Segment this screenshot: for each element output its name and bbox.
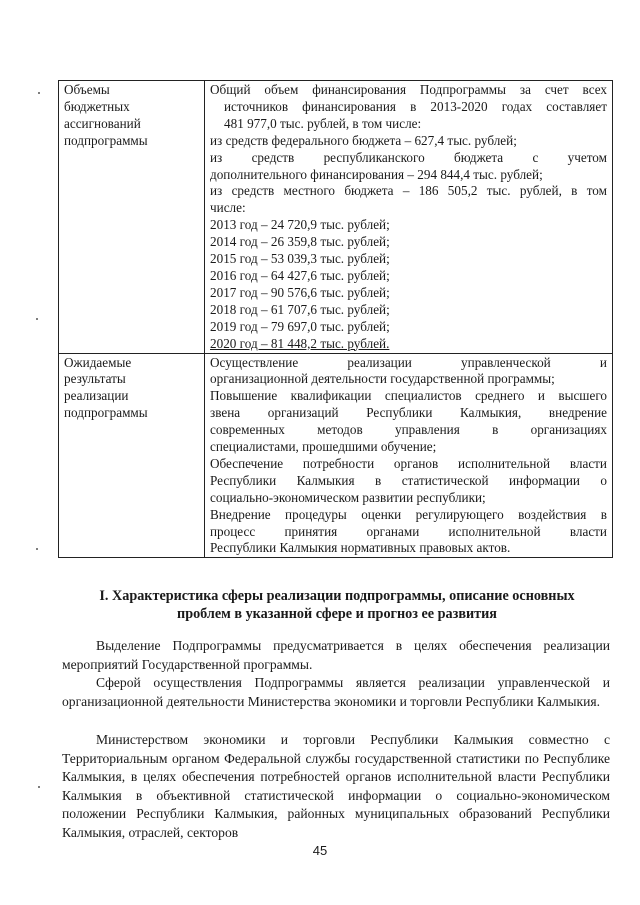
content-line: организационной деятельности государственной программы; xyxy=(210,371,555,387)
label-line: ассигнований xyxy=(64,115,141,131)
content-line: процесс принятия органами исполнительной власти xyxy=(210,523,607,539)
content-line: 2018 год – 61 707,6 тыс. рублей; xyxy=(210,301,390,317)
passport-table xyxy=(58,80,613,558)
paragraph: Выделение Подпрограммы предусматривается в целях обеспечения реализации мероприятий Государственной программы. xyxy=(62,638,610,672)
content-line: из средств республиканского бюджета с учетом xyxy=(210,149,607,165)
content-line: Республики Калмыкия нормативных правовых актов. xyxy=(210,540,511,556)
content-line: из средств местного бюджета – 186 505,2 тыс. рублей, в том xyxy=(210,183,607,199)
label-line: Ожидаемые xyxy=(64,354,132,370)
content-line: Республики Калмыкия в статистической информации о xyxy=(210,472,607,488)
label-line: реализации xyxy=(64,388,129,404)
scan-speck xyxy=(36,318,38,320)
paragraph: Сферой осуществления Подпрограммы является реализации управленческой и организационной деятельности Министерства экономики и торговли Республики Калмыкия. xyxy=(62,675,610,709)
scan-speck xyxy=(38,786,40,788)
content-line: Повышение квалификации специалистов среднего и высшего xyxy=(210,388,607,404)
content-line: 2016 год – 64 427,6 тыс. рублей; xyxy=(210,267,390,283)
row-label-budget xyxy=(59,81,205,354)
scan-speck xyxy=(36,548,38,550)
label-line: бюджетных xyxy=(64,98,130,114)
content-line: 2020 год – 81 448,2 тыс. рублей. xyxy=(210,335,390,351)
content-line: Осуществление реализации управленческой и xyxy=(210,354,607,370)
section-heading-line: проблем в указанной сфере и прогноз ее развития xyxy=(177,606,497,622)
content-line: Внедрение процедуры оценки регулирующего воздействия в xyxy=(210,506,607,522)
page-number: 45 xyxy=(312,843,328,858)
content-line: специалистами, прошедшими обучение; xyxy=(210,439,437,455)
content-line: 2019 год – 79 697,0 тыс. рублей; xyxy=(210,318,390,334)
content-line: из средств федерального бюджета – 627,4 тыс. рублей; xyxy=(210,132,517,148)
content-line: социально-экономическом развитии республики; xyxy=(210,489,486,505)
content-line: 2015 год – 53 039,3 тыс. рублей; xyxy=(210,251,390,267)
paragraph: Министерством экономики и торговли Республики Калмыкия совместно с Территориальным органом Федеральной службы государственной статистики по Республике Калмыкия, в целях обеспечения потребностей органов исполнительной власти Республики Калмыкия в объективной статистической информации о социально-экономическом положении Республики Калмыкия, районных муниципальных образований Республики Калмыкия, отраслей, секторов xyxy=(62,732,610,840)
body-text xyxy=(62,731,610,843)
row-label-results xyxy=(59,353,205,558)
content-line: дополнительного финансирования – 294 844,4 тыс. рублей; xyxy=(210,166,543,182)
content-line: числе: xyxy=(210,200,246,216)
label-line: результаты xyxy=(64,371,126,387)
table-row-results xyxy=(59,353,613,558)
row-content-results xyxy=(205,353,613,558)
content-line: источников финансирования в 2013-2020 годах составляет xyxy=(224,98,607,114)
label-line: подпрограммы xyxy=(64,405,148,421)
scan-speck xyxy=(38,92,40,94)
content-line: 2014 год – 26 359,8 тыс. рублей; xyxy=(210,234,390,250)
content-line: Обеспечение потребности органов исполнительной власти xyxy=(210,455,607,471)
section-heading-line: I. Характеристика сферы реализации подпрограммы, описание основных xyxy=(99,588,575,604)
content-line: 481 977,0 тыс. рублей, в том числе: xyxy=(224,115,422,131)
content-line: звена организаций Республики Калмыкия, внедрение xyxy=(210,405,607,421)
body-text xyxy=(62,637,610,711)
content-line: 2017 год – 90 576,6 тыс. рублей; xyxy=(210,284,390,300)
row-content-budget xyxy=(205,81,613,354)
table-row-budget xyxy=(59,81,613,354)
label-line: подпрограммы xyxy=(64,132,148,148)
content-line: Общий объем финансирования Подпрограммы за счет всех xyxy=(210,82,607,97)
section-heading xyxy=(62,587,612,623)
content-line: 2013 год – 24 720,9 тыс. рублей; xyxy=(210,217,390,233)
label-line: Объемы xyxy=(64,82,110,97)
content-line: современных методов управления в организациях xyxy=(210,422,607,438)
